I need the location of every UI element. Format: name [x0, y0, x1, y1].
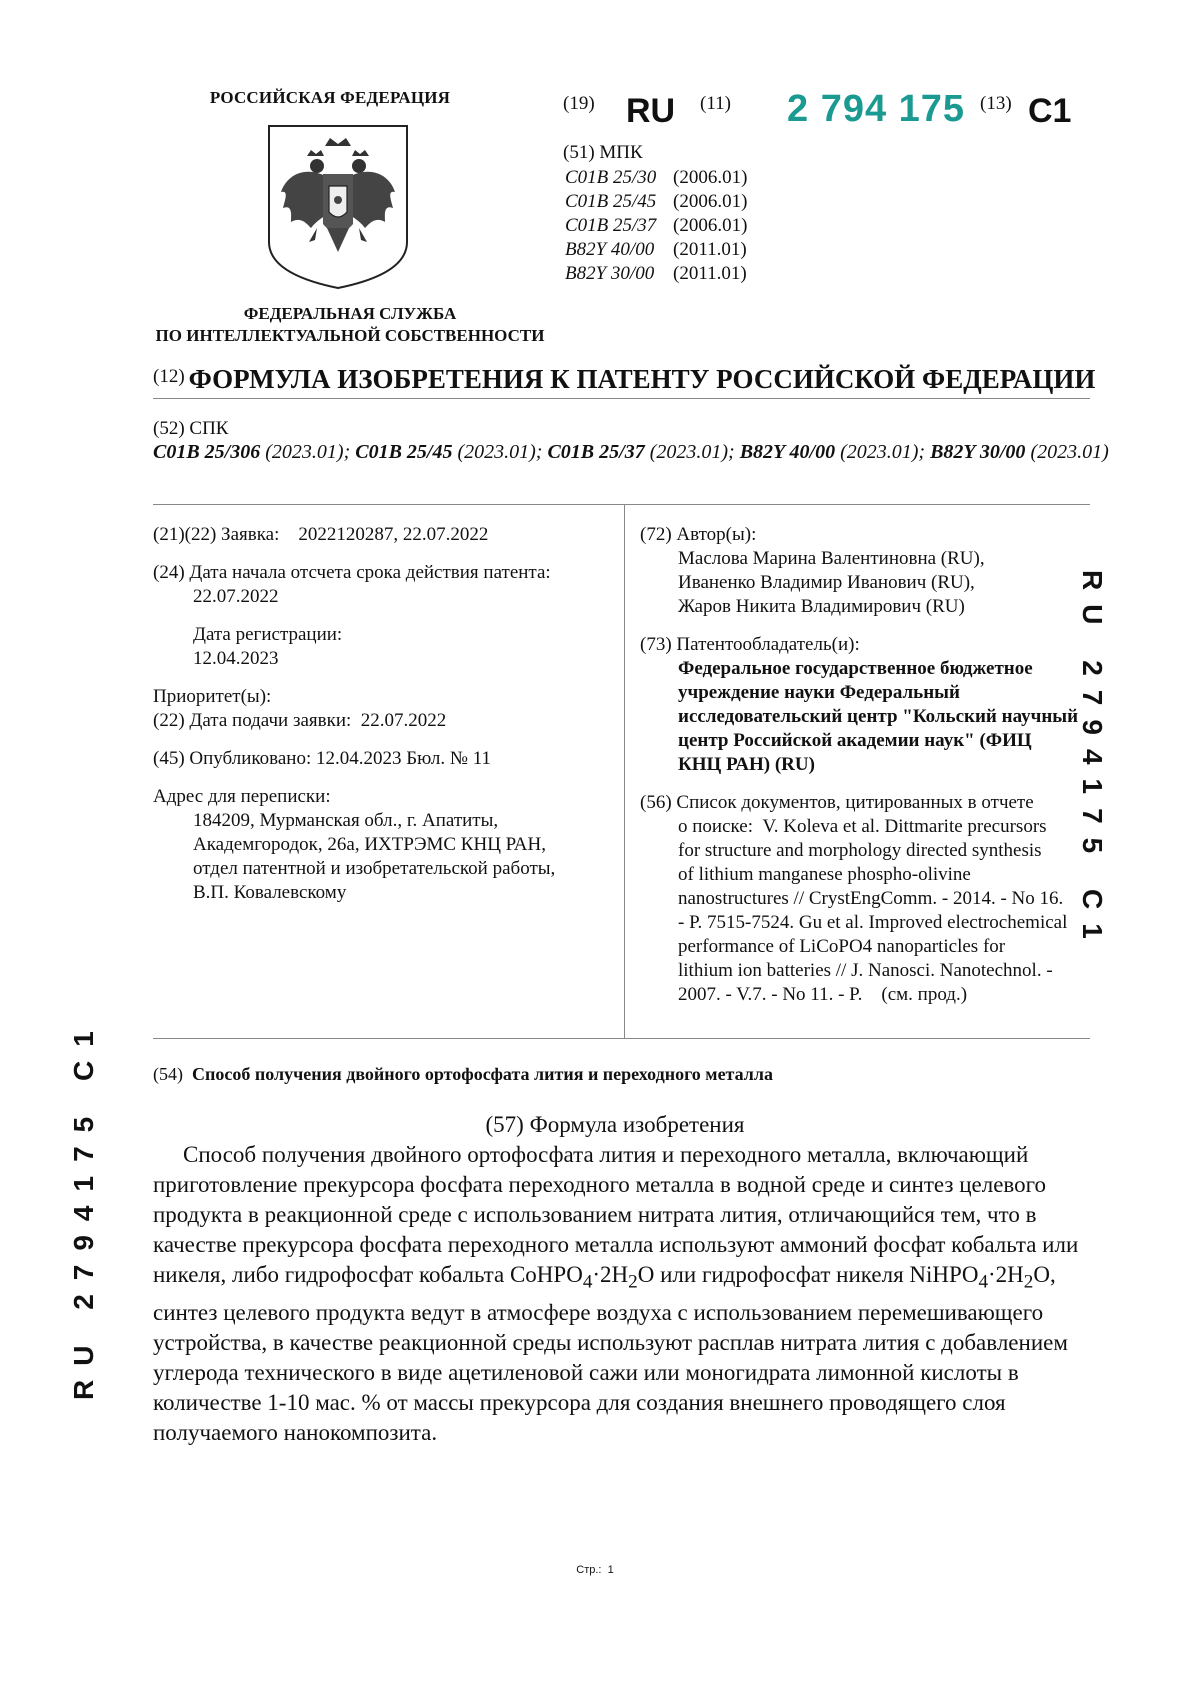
author: Иваненко Владимир Иванович (RU), [678, 572, 975, 593]
reference-line: performance of LiCoPO4 nanoparticles for [678, 936, 1006, 957]
reference-line: for structure and morphology directed synthesis [678, 840, 1042, 861]
author: Жаров Никита Владимирович (RU) [678, 596, 965, 617]
country-name: РОССИЙСКАЯ ФЕДЕРАЦИЯ [209, 88, 451, 107]
spk-label: (52) СПК [153, 418, 229, 439]
bibliographic-right [640, 523, 1080, 1007]
mpk-list [565, 166, 747, 286]
owner-line: центр Российской академии наук" (ФИЦ [678, 730, 1032, 751]
owner-line: КНЦ РАН) (RU) [678, 754, 815, 775]
code-11: (11) [700, 93, 731, 114]
owner-line: Федеральное государственное бюджетное [678, 658, 1033, 679]
bibliographic-left [153, 523, 623, 905]
patent-number: 2 794 175 [787, 88, 966, 130]
authors-label: (72) Автор(ы): [640, 524, 757, 545]
mpk-label: (51) МПК [563, 142, 643, 163]
claim-text: Способ получения двойного ортофосфата лития и переходного металла, включающий приготовление прекурсора фосфата переходного металла в водной среде и синтез целевого продукта в реакционной среде с использованием нитрата лития, отличающийся тем, что в качестве прекурсора фосфата переходного металла используют аммоний фосфат кобальта или никеля, либо гидрофосфат кобальта $CoHPO_4\cdot 2H_2O$ или гидрофосфат никеля $NiHPO_4\cdot 2H_2O$, синтез целевого продукта ведут в атмосфере воздуха с использованием перемешивающего устройства, в качестве реакционной среды используют расплав нитрата лития с добавлением углерода технического в виде ацетиленовой сажи или моногидрата лимонной кислоты в количестве 1-10 мас. % от массы прекурсора для создания внешнего проводящего слоя получаемого нанокомпозита. [153, 1142, 1079, 1445]
mpk-item: B82Y 40/00 (2011.01) [565, 239, 747, 260]
address-line: 184209, Мурманская обл., г. Апатиты, [193, 810, 499, 831]
column-divider [624, 504, 625, 1038]
patent-kind: C1 [1028, 92, 1072, 130]
russian-coat-of-arms-icon [267, 124, 409, 290]
agency-name: ФЕДЕРАЛЬНАЯ СЛУЖБА ПО ИНТЕЛЛЕКТУАЛЬНОЙ СОБСТВЕННОСТИ [155, 304, 545, 345]
author: Маслова Марина Валентиновна (RU), [678, 548, 985, 569]
claims-heading: (57) Формула изобретения [485, 1112, 745, 1137]
side-label-left: RU 2794175 C1 [68, 1017, 99, 1400]
references-label: (56) Список документов, цитированных в отчете [640, 792, 1034, 813]
application: (21)(22) Заявка: 2022120287, 22.07.2022 [153, 524, 489, 545]
reference-line: - P. 7515-7524. Gu et al. Improved electrochemical [678, 912, 1068, 933]
mpk-item: C01B 25/30 (2006.01) [565, 167, 748, 188]
mpk-item: C01B 25/37 (2006.01) [565, 215, 748, 236]
address-line: Академгородок, 26а, ИХТРЭМС КНЦ РАН, [193, 834, 546, 855]
divider [153, 504, 1090, 505]
document-title: $^{(12)}$ ФОРМУЛА ИЗОБРЕТЕНИЯ К ПАТЕНТУ РОССИЙСКОЙ ФЕДЕРАЦИИ [153, 364, 1096, 394]
spk-codes: C01B 25/306 (2023.01); C01B 25/45 (2023.01); C01B 25/37 (2023.01); B82Y 40/00 (2023.01); B82Y 30/00 (2023.01) [153, 441, 1109, 463]
mpk-item: C01B 25/45 (2006.01) [565, 191, 748, 212]
code-19: (19) [563, 93, 595, 114]
priority-label: Приоритет(ы): [153, 686, 272, 707]
country-code: RU [626, 92, 676, 130]
address-label: Адрес для переписки: [153, 786, 331, 807]
side-label-right: RU 2794175 C1 [1077, 570, 1108, 953]
owner-label: (73) Патентообладатель(и): [640, 634, 860, 655]
published: (45) Опубликовано: 12.04.2023 Бюл. № 11 [153, 748, 492, 769]
owner-line: учреждение науки Федеральный [678, 682, 960, 703]
reference-line: lithium ion batteries // J. Nanosci. Nanotechnol. - [678, 960, 1053, 981]
page-footer: Стр.: 1 [576, 1564, 614, 1576]
term-label: (24) Дата начала отсчета срока действия патента: [153, 562, 551, 583]
filing-date: (22) Дата подачи заявки: 22.07.2022 [153, 710, 447, 731]
reference-line: of lithium manganese phospho-olivine [678, 864, 971, 885]
invention-title: (54) Способ получения двойного ортофосфата лития и переходного металла [153, 1064, 773, 1084]
address-line: отдел патентной и изобретательской работы, [193, 858, 556, 879]
owner-line: исследовательский центр "Кольский научный [678, 706, 1079, 727]
code-13: (13) [980, 93, 1012, 114]
registration-label: Дата регистрации: [193, 624, 343, 645]
reference-line: nanostructures // CrystEngComm. - 2014. - No 16. [678, 888, 1064, 909]
reference-line: 2007. - V.7. - No 11. - P. (см. прод.) [678, 984, 968, 1005]
term-value: 22.07.2022 [193, 586, 279, 607]
divider [153, 1038, 1090, 1039]
address-line: В.П. Ковалевскому [193, 882, 347, 903]
reference-line: о поиске: V. Koleva et al. Dittmarite precursors [678, 816, 1047, 837]
divider [153, 398, 1090, 399]
mpk-item: B82Y 30/00 (2011.01) [565, 263, 747, 284]
registration-value: 12.04.2023 [193, 648, 279, 669]
